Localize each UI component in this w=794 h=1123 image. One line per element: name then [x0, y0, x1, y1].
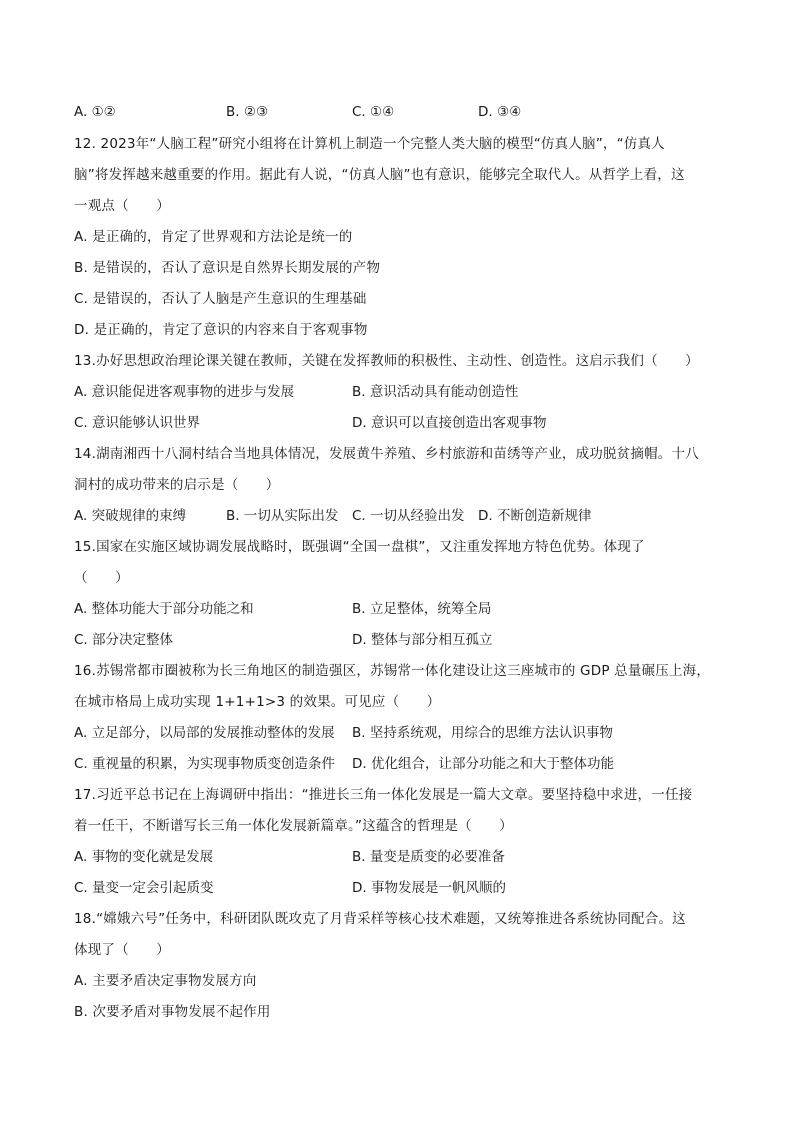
q14-option-c: C. 一切从经验出发: [352, 508, 465, 524]
q17-option-b: B. 量变是质变的必要准备: [352, 849, 505, 865]
q13-option-d: D. 意识可以直接创造出客观事物: [352, 415, 547, 431]
q15-option-b: B. 立足整体，统筹全局: [352, 601, 492, 617]
q15-option-a: A. 整体功能大于部分功能之和: [74, 601, 254, 617]
q13-options-row-1: [74, 382, 734, 402]
q13-option-c: C. 意识能够认识世界: [74, 415, 201, 431]
q18-option-a: A. 主要矛盾决定事物发展方向: [74, 973, 257, 989]
q16-option-a: A. 立足部分，以局部的发展推动整体的发展: [74, 725, 335, 741]
q11-options: [74, 102, 734, 122]
q16-option-b: B. 坚持系统观，用综合的思维方法认识事物: [352, 725, 613, 741]
q12-option-a: A. 是正确的，肯定了世界观和方法论是统一的: [74, 229, 353, 245]
q17-options-row-1: [74, 847, 734, 867]
q13-option-b: B. 意识活动具有能动创造性: [352, 384, 519, 400]
q14-options: [74, 506, 734, 526]
q15-stem-line-1: 15.国家在实施区域协调发展战略时，既强调“全国一盘棋”，又注重发挥地方特色优势。体现了: [74, 539, 645, 555]
q18-stem-line-2: 体现了（ ）: [74, 942, 170, 958]
q16-option-c: C. 重视量的积累，为实现事物质变创造条件: [74, 756, 336, 772]
q16-options-row-1: [74, 723, 734, 743]
q17-option-d: D. 事物发展是一帆风顺的: [352, 880, 506, 896]
q17-stem-line-1: 17.习近平总书记在上海调研中指出：“推进长三角一体化发展是一篇大文章。要坚持稳中求进，一任接: [74, 787, 693, 803]
option-a: A. ①②: [74, 104, 116, 120]
q18-option-b: B. 次要矛盾对事物发展不起作用: [74, 1004, 271, 1020]
option-b: B. ②③: [226, 104, 269, 120]
q17-options-row-2: [74, 878, 734, 898]
q17-option-a: A. 事物的变化就是发展: [74, 849, 214, 865]
q14-option-a: A. 突破规律的束缚: [74, 508, 187, 524]
q12-stem-line-2: 脑”将发挥越来越重要的作用。据此有人说，“仿真人脑”也有意识，能够完全取代人。从哲学上看，这: [74, 167, 685, 183]
q14-stem-line-2: 洞村的成功带来的启示是（ ）: [74, 477, 280, 493]
q15-option-c: C. 部分决定整体: [74, 632, 174, 648]
q12-stem-line-3: 一观点（ ）: [74, 198, 170, 214]
q15-stem-line-2: （ ）: [74, 570, 129, 586]
q13-option-a: A. 意识能促进客观事物的进步与发展: [74, 384, 295, 400]
q15-options-row-1: [74, 599, 734, 619]
q16-stem-line-1: 16.苏锡常都市圈被称为长三角地区的制造强区，苏锡常一体化建设让这三座城市的 GDP 总量碾压上海，: [74, 663, 711, 679]
q14-option-b: B. 一切从实际出发: [226, 508, 339, 524]
q17-stem-line-2: 着一任干，不断谱写长三角一体化发展新篇章。”这蕴含的哲理是（ ）: [74, 818, 513, 834]
q15-option-d: D. 整体与部分相互孤立: [352, 632, 493, 648]
q16-option-d: D. 优化组合，让部分功能之和大于整体功能: [352, 756, 614, 772]
option-d: D. ③④: [478, 104, 522, 120]
q16-stem-line-2: 在城市格局上成功实现 1+1+1>3 的效果。可见应（ ）: [74, 694, 441, 710]
q14-stem-line-1: 14.湖南湘西十八洞村结合当地具体情况，发展黄牛养殖、乡村旅游和苗绣等产业，成功脱贫摘帽。十八: [74, 446, 699, 462]
q12-option-b: B. 是错误的，否认了意识是自然界长期发展的产物: [74, 260, 381, 276]
q16-options-row-2: [74, 754, 734, 774]
q12-option-d: D. 是正确的，肯定了意识的内容来自于客观事物: [74, 322, 368, 338]
q13-stem: 13.办好思想政治理论课关键在教师，关键在发挥教师的积极性、主动性、创造性。这启示我们（ ）: [74, 353, 699, 369]
q14-option-d: D. 不断创造新规律: [478, 508, 592, 524]
q15-options-row-2: [74, 630, 734, 650]
q18-stem-line-1: 18.“嫦娥六号”任务中，科研团队既攻克了月背采样等核心技术难题，又统筹推进各系统协同配合。这: [74, 911, 686, 927]
q12-option-c: C. 是错误的，否认了人脑是产生意识的生理基础: [74, 291, 367, 307]
option-c: C. ①④: [352, 104, 395, 120]
q13-options-row-2: [74, 413, 734, 433]
q12-stem-line-1: 12. 2023年“人脑工程”研究小组将在计算机上制造一个完整人类大脑的模型“仿真人脑”，“仿真人: [74, 136, 665, 152]
q17-option-c: C. 量变一定会引起质变: [74, 880, 214, 896]
